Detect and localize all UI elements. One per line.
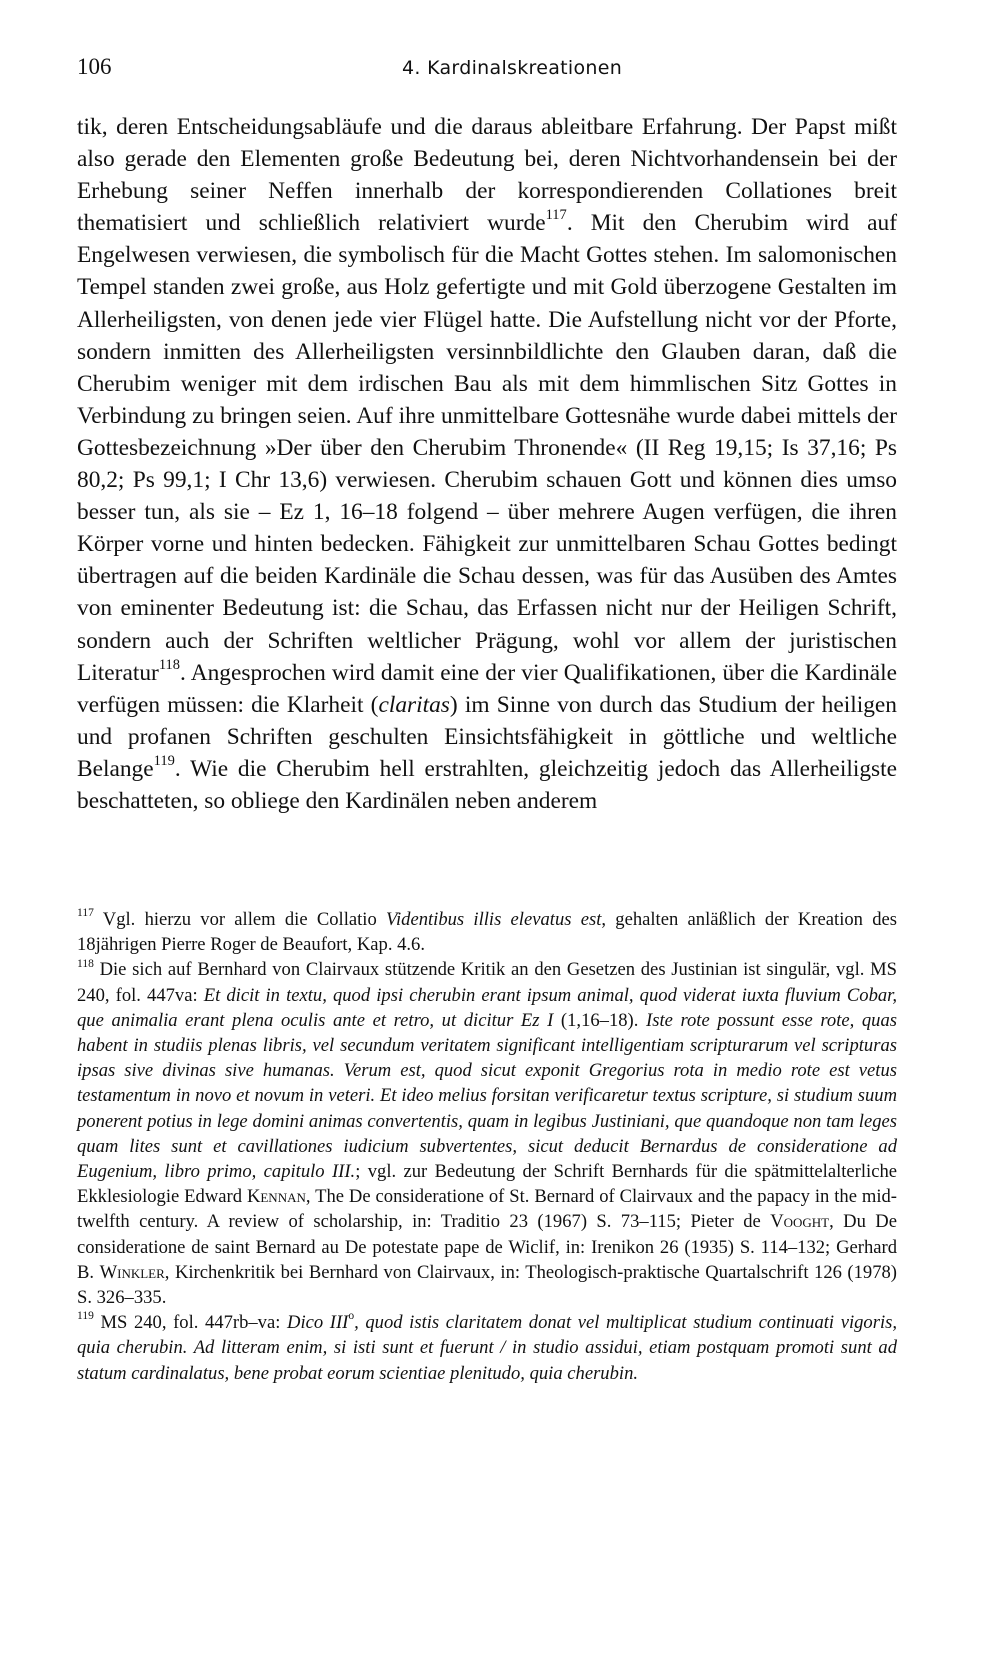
footnote-119 (77, 1310, 897, 1386)
footnote-text: (1,16–18). (553, 1009, 647, 1031)
footnote-ref-118[interactable]: 118 (158, 656, 181, 673)
author-name: Winkler (99, 1261, 165, 1283)
footnote-118 (77, 957, 897, 1310)
footnote-text: , The De consideratione of St. Bernard of Clairvaux and the papacy in the mid-twelfth century. A review of scholarship, in: Traditio 23 (1967) S. 73–115; Pieter de (77, 1186, 898, 1233)
footnote-italic: Videntibus illis elevatus est (386, 909, 602, 930)
footnote-117 (77, 907, 897, 957)
footnote-text: ; vgl. zur Bedeutung der Schrift Bernhards für die spätmittelalterliche Ekklesiologie Edward (77, 1161, 897, 1208)
footnote-ref-119[interactable]: 119 (153, 752, 175, 769)
footnote-italic: Iste rote possunt esse rote, quas habent in studiis plenas libris, vel secundum veritatem significant intelligentiam scripturarum vel scripturas ipsas sive divinas sive humanas. Verum est, quod sicut exponit Gregorius rota in medio rote est vetus testamentum in novo et novum in veteri. Et ideo melius forsitan verificaretur textus scripture, si studium suum ponerent potius in lege domini animas convertentis, quam in legibus Justiniani, que quandoque non tam leges quam lites sunt et cavillationes iudicium subvertentes, sicut deducit Bernardus de consideratione ad Eugenium, libro primo, capitulo III. (77, 1009, 897, 1183)
page-header (77, 54, 897, 84)
footnote-text: Vgl. hierzu vor allem die Collatio (93, 909, 386, 930)
body-text-segment: . Wie die Cherubim hell erstrahlten, gleichzeitig jedoch das Allerheiligste beschatteten, so obliege den Kardinälen neben anderem (77, 755, 897, 814)
footnote-number: 117 (77, 907, 94, 920)
main-text (77, 111, 897, 817)
footnote-number: 118 (77, 957, 94, 970)
footnote-italic: Dico III (287, 1312, 349, 1334)
body-italic-term: claritas (378, 691, 450, 718)
footnotes-section (77, 907, 897, 1386)
footnote-italic: Et dicit in textu, quod ipsi cherubin erant ipsum animal, quod viderat iuxta fluvium Cobar, que animalia erant plena oculis ante et retro, ut dicitur Ez I (77, 984, 897, 1031)
body-text-segment: ) im Sinne von durch das Studium der heiligen und profanen Schriften geschulten Einsichtsfähigkeit in göttliche und weltliche Belange (77, 691, 897, 782)
footnote-italic: , quod istis claritatem donat vel multiplicat studium continuati vigoris, quia cherubin. Ad litteram enim, si isti sunt et fuerunt / in studio assidui, etiam postquam promoti sunt ad statum cardinalatus, bene probat eorum scientiae plenitudo, quia cherubin. (77, 1312, 897, 1384)
footnote-text: Die sich auf Bernhard von Clairvaux stützende Kritik an den Gesetzen des Justinian ist singulär, vgl. MS 240, fol. 447va: (77, 959, 897, 1006)
body-text-segment: tik, deren Entscheidungsabläufe und die daraus ableitbare Erfahrung. Der Papst mißt also gerade den Elementen große Bedeutung bei, deren Nichtvorhandensein bei der Erhebung seiner Neffen innerhalb der korrespondierenden Collationes breit thematisiert und schließlich relativiert wurde (77, 114, 897, 237)
author-name: Kennan (246, 1186, 306, 1208)
footnote-number: 119 (77, 1310, 94, 1323)
footnote-ref-117[interactable]: 117 (545, 207, 567, 224)
page-number: 106 (77, 54, 112, 79)
author-name: Vooght (770, 1211, 830, 1233)
footnote-text: , Du De consideratione de saint Bernard au De potestate pape de Wiclif, in: Irenikon 26 (1935) S. 114–132; Gerhard B. (77, 1211, 897, 1283)
body-text-segment: . Mit den Cherubim wird auf Engelwesen verwiesen, die symbolisch für die Macht Gottes stehen. Im salomonischen Tempel standen zwei große, aus Holz gefertigte und mit Gold überzogene Gestalten im Allerheiligsten, von denen jede vier Flügel hatte. Die Aufstellung nicht vor der Pforte, sondern inmitten des Allerheiligsten versinnbildlichte den Glauben daran, daß die Cherubim weniger mit dem irdischen Bau als mit dem himmlischen Sitz Gottes in Verbindung zu bringen seien. Auf ihre unmittelbare Gottesnähe wurde dabei mittels der Gottesbezeichnung »Der über den Cherubim Thronende« (II Reg 19,15; Is 37,16; Ps 80,2; Ps 99,1; I Chr 13,6) verwiesen. Cherubim schauen Gott und können dies umso besser tun, als sie – Ez 1, 16–18 folgend – über mehrere Augen verfügen, die ihren Körper vorne und hinten bedecken. Fähigkeit zur unmittelbaren Schau Gottes bedingt übertragen auf die beiden Kardinäle die Schau dessen, was für das Ausüben des Amtes von eminenter Bedeutung ist: die Schau, das Erfassen nicht nur der Heiligen Schrift, sondern auch der Schriften weltlicher Prägung, wohl vor allem der juristischen Literatur (77, 210, 898, 686)
footnote-text: , Kirchenkritik bei Bernhard von Clairvaux, in: Theologisch-praktische Quartalschrift 126 (1978) S. 326–335. (77, 1261, 897, 1309)
body-text-segment: . Angesprochen wird damit eine der vier Qualifikationen, über die Kardinäle verfügen müssen: die Klarheit ( (77, 659, 897, 718)
running-title: 4. Kardinalskreationen (402, 57, 623, 79)
footnote-text: MS 240, fol. 447rb–va: (93, 1312, 288, 1334)
body-paragraph (77, 111, 897, 817)
footnote-text: , gehalten anläßlich der Kreation des 18jährigen Pierre Roger de Beaufort, Kap. 4.6. (77, 909, 897, 956)
ordinal-superscript: o (348, 1310, 355, 1323)
